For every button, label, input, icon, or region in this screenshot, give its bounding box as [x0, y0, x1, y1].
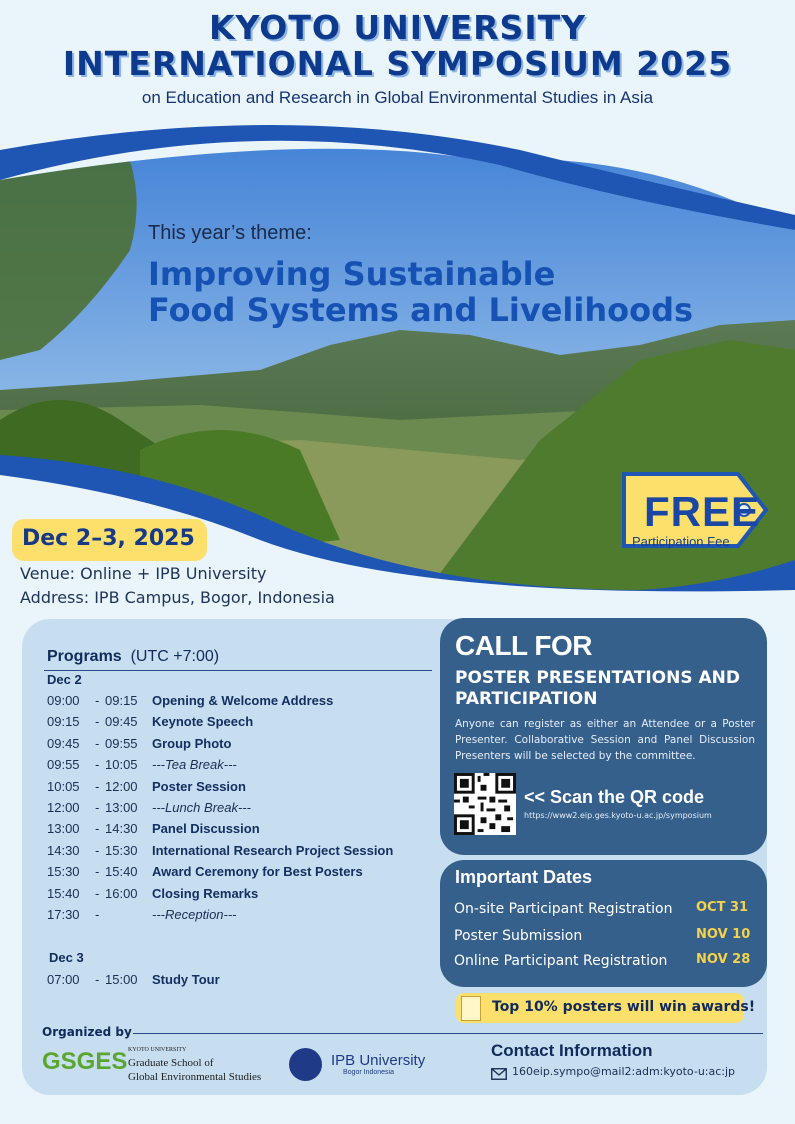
session-name: Award Ceremony for Best Posters [152, 864, 363, 880]
start-time: 07:00 [47, 972, 80, 987]
end-time: 09:55 [105, 735, 138, 751]
important-dates-title: Important Dates [455, 867, 593, 887]
session-name: Opening & Welcome Address [152, 693, 334, 708]
certificate-icon [461, 996, 481, 1021]
session-name: Closing Remarks [152, 885, 259, 901]
time-separator: - [95, 757, 100, 773]
schedule-row [47, 972, 437, 993]
schedule-row [47, 693, 437, 714]
ipb-seal-icon [289, 1048, 322, 1081]
end-time: 15:40 [105, 864, 138, 880]
title-line-2: INTERNATIONAL SYMPOSIUM 2025 [62, 44, 733, 83]
theme-title-line-2: Food Systems and Livelihoods [148, 291, 694, 329]
session-name: International Research Project Session [152, 842, 394, 858]
end-time: 15:30 [105, 842, 138, 858]
session-name: ---Reception--- [152, 907, 237, 922]
schedule-row [47, 757, 437, 778]
award-text: Top 10% posters will win awards! [492, 999, 756, 1015]
call-for-description: Anyone can register as either an Attendee or a Poster Presenter. Collaborative Session and Panel Discussion Presenters will be selected by the committee. [455, 718, 755, 762]
gsges-name-line-2: Global Environmental Studies [128, 1071, 262, 1083]
free-label: FREE [644, 488, 761, 535]
start-time: 17:30 [47, 907, 80, 922]
call-for-subtitle-1: POSTER PRESENTATIONS AND [455, 668, 740, 688]
qr-code[interactable] [454, 773, 516, 835]
theme-title-line-1: Improving Sustainable [148, 255, 556, 293]
time-separator: - [95, 885, 100, 901]
date-label-poster: Poster Submission [454, 928, 583, 944]
start-time: 13:00 [47, 821, 80, 837]
time-separator: - [95, 693, 100, 708]
end-time: 09:45 [105, 714, 138, 730]
mail-icon [491, 1068, 507, 1080]
gsges-logo: GSGES [42, 1048, 128, 1075]
schedule-row [47, 821, 437, 842]
date-label-online: Online Participant Registration [454, 953, 668, 969]
programs-divider [44, 670, 432, 671]
session-name: ---Lunch Break--- [152, 800, 251, 815]
time-separator: - [95, 800, 100, 815]
title-line-1: KYOTO UNIVERSITY [208, 8, 587, 47]
start-time: 15:40 [47, 885, 80, 901]
organizers-divider [133, 1033, 763, 1034]
schedule-row [47, 843, 437, 864]
end-time: 10:05 [105, 757, 138, 773]
call-for-title: CALL FOR [455, 630, 593, 661]
schedule-row [47, 736, 437, 757]
schedule-row [47, 886, 437, 907]
date-label-onsite: On-site Participant Registration [454, 901, 673, 917]
programs-title: Programs [47, 648, 122, 665]
contact-title: Contact Information [491, 1041, 653, 1060]
start-time: 09:15 [47, 714, 80, 730]
day-2-heading: Dec 3 [49, 950, 84, 965]
programs-timezone: (UTC +7:00) [130, 648, 220, 665]
start-time: 09:00 [47, 693, 80, 708]
call-for-subtitle-2: PARTICIPATION [455, 689, 598, 709]
time-separator: - [95, 864, 100, 880]
subtitle: on Education and Research in Global Environmental Studies in Asia [141, 88, 654, 107]
organized-by-label: Organized by [42, 1025, 132, 1039]
time-separator: - [95, 907, 100, 922]
end-time: 15:00 [105, 972, 138, 987]
end-time: 12:00 [105, 778, 138, 794]
start-time: 09:55 [47, 757, 80, 773]
schedule-row [47, 779, 437, 800]
start-time: 14:30 [47, 842, 80, 858]
schedule-row [47, 800, 437, 821]
start-time: 12:00 [47, 800, 80, 815]
end-time: 09:15 [105, 693, 138, 708]
gsges-name-line-1: Graduate School of [128, 1057, 214, 1069]
ipb-location: Bogor Indonesia [343, 1069, 394, 1076]
session-name: Keynote Speech [152, 714, 254, 730]
time-separator: - [95, 735, 100, 751]
theme-intro: This year’s theme: [148, 222, 312, 244]
scan-qr-label: << Scan the QR code [524, 787, 705, 807]
schedule-row [47, 864, 437, 885]
session-name: Study Tour [152, 972, 220, 987]
venue-text: Venue: Online + IPB University [20, 564, 267, 583]
session-name: ---Tea Break--- [152, 757, 237, 773]
symposium-url[interactable]: https://www2.eip.ges.kyoto-u.ac.jp/symposium [524, 811, 712, 820]
time-separator: - [95, 972, 100, 987]
address-text: Address: IPB Campus, Bogor, Indonesia [20, 588, 335, 607]
programs-heading [47, 648, 219, 666]
gsges-university: KYOTO UNIVERSITY [128, 1047, 187, 1053]
end-time: 16:00 [105, 885, 138, 901]
end-time: 13:00 [105, 800, 138, 815]
date-value-onsite: OCT 31 [696, 900, 749, 915]
date-value-poster: NOV 10 [696, 927, 751, 942]
start-time: 09:45 [47, 735, 80, 751]
session-name: Group Photo [152, 735, 232, 751]
session-name: Poster Session [152, 778, 246, 794]
day-1-heading: Dec 2 [47, 672, 82, 687]
time-separator: - [95, 778, 100, 794]
contact-email[interactable]: 160eip.sympo@mail2:adm:kyoto-u:ac:jp [512, 1065, 736, 1078]
end-time: 14:30 [105, 821, 138, 837]
start-time: 15:30 [47, 864, 80, 880]
date-value-online: NOV 28 [696, 952, 751, 967]
start-time: 10:05 [47, 778, 80, 794]
time-separator: - [95, 714, 100, 730]
time-separator: - [95, 821, 100, 837]
time-separator: - [95, 842, 100, 858]
participation-fee-label: Participation Fee [632, 534, 730, 549]
schedule-row [47, 714, 437, 735]
schedule-row [47, 907, 437, 928]
event-date: Dec 2–3, 2025 [22, 526, 195, 551]
ipb-name: IPB University [331, 1052, 426, 1069]
session-name: Panel Discussion [152, 821, 260, 837]
